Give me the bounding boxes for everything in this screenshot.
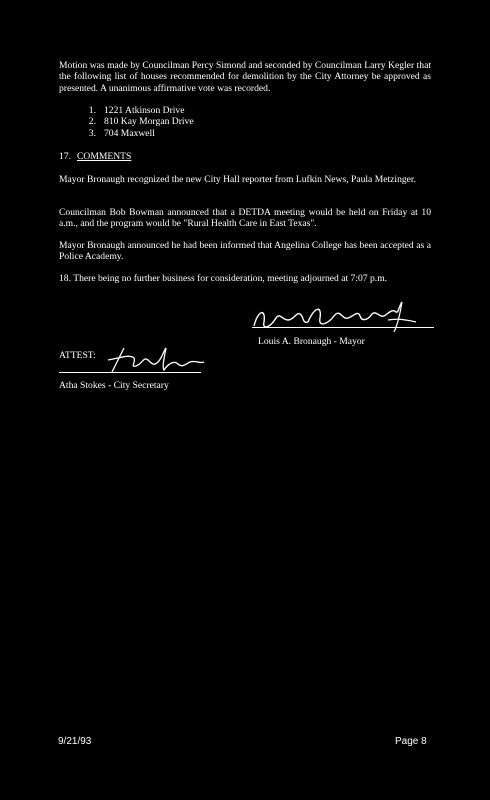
motion-paragraph: Motion was made by Councilman Percy Simond and seconded by Councilman Larry Kegler that the following list of houses recommended for demolition by the City Attorney be approved as presented. A unanimous affirmative vote was recorded. [59,60,431,94]
footer-page-number: Page 8 [395,736,427,747]
list-item-number: 1. [88,105,96,116]
list-item-address: 1221 Atkinson Drive [104,105,185,116]
list-item-number: 3. [88,127,96,139]
footer-date: 9/21/93 [58,736,92,747]
adjourn-paragraph: 18. There being no further business for consideration, meeting adjourned at 7:07 p.m. [59,273,388,284]
mayor-signature-line [252,327,434,328]
secretary-name: Atha Stokes - City Secretary [59,380,169,391]
secretary-signature-line [59,372,201,373]
list-item-address: 810 Kay Morgan Drive [104,116,194,128]
mayor-signature-image [248,300,438,336]
comments-number: 17. [59,151,71,162]
list-item-number: 2. [88,116,96,128]
academy-paragraph: Mayor Bronaugh announced he had been informed that Angelina College has been accepted as a Police Academy. [59,240,431,263]
list-item [86,116,194,127]
comments-title: COMMENTS [77,151,132,162]
reporter-paragraph: Mayor Bronaugh recognized the new City Hall reporter from Lufkin News, Paula Metzinger. [59,174,416,185]
demolition-list [86,105,194,139]
detda-paragraph: Councilman Bob Bowman announced that a DETDA meeting would be held on Friday at 10 a.m., and the program would be "Rural Health Care in East Texas". [59,207,431,230]
attest-label: ATTEST: [59,350,96,361]
list-item [86,105,194,116]
list-item-address: 704 Maxwell [104,127,155,139]
mayor-name: Louis A. Bronaugh - Mayor [258,336,365,347]
list-item [86,128,194,139]
secretary-signature-image [100,342,210,376]
comments-heading [59,151,131,162]
